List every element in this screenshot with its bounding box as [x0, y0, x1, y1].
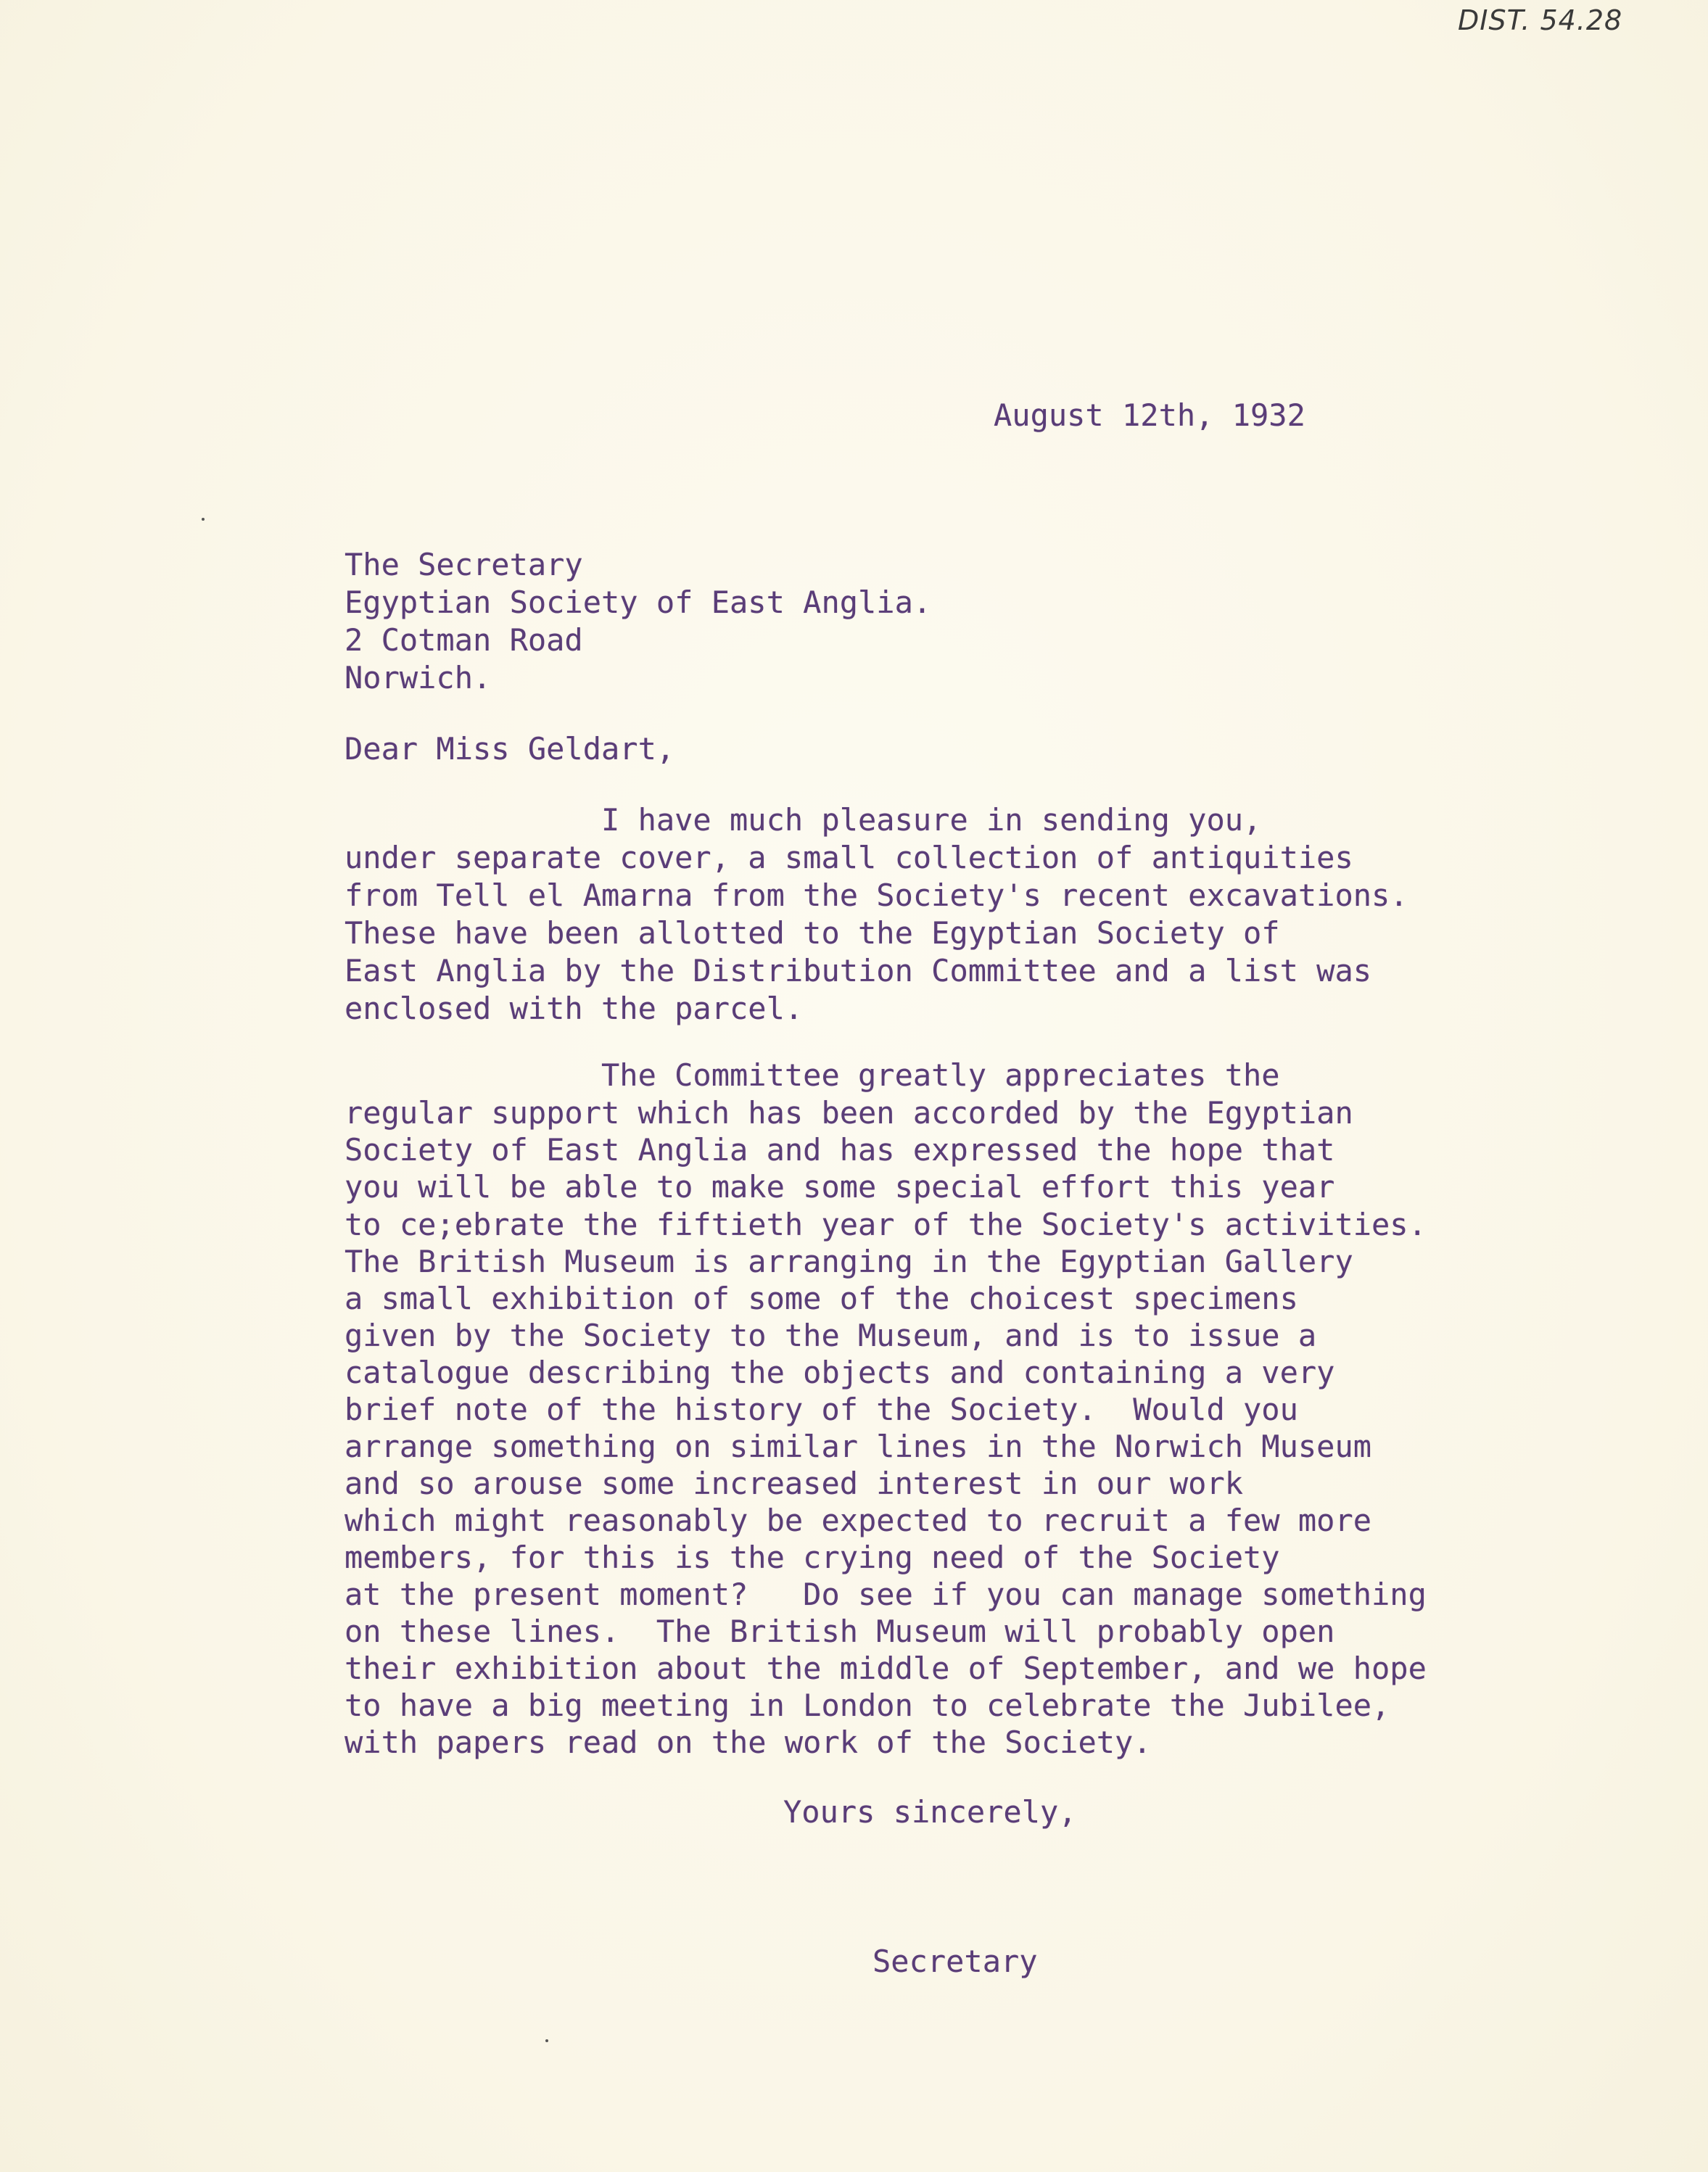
- closing: Yours sincerely,: [783, 1794, 1077, 1830]
- paragraph-1-line: These have been allotted to the Egyptian Society of: [345, 915, 1280, 951]
- paragraph-2-line: brief note of the history of the Society. Would you: [345, 1392, 1298, 1427]
- paragraph-2-line: on these lines. The British Museum will probably open: [345, 1614, 1335, 1649]
- paragraph-1-line: East Anglia by the Distribution Committee and a list was: [345, 953, 1372, 988]
- signature-title: Secretary: [872, 1944, 1038, 1979]
- paragraph-2-line: and so arouse some increased interest in our work: [345, 1466, 1244, 1501]
- paragraph-2-line: The British Museum is arranging in the Egyptian Gallery: [345, 1244, 1353, 1279]
- recipient-line-3: 2 Cotman Road: [345, 622, 583, 658]
- paragraph-1-line: from Tell el Amarna from the Society's recent excavations.: [345, 878, 1408, 913]
- paragraph-2-line: to ce;ebrate the fiftieth year of the Society's activities.: [345, 1207, 1427, 1242]
- paragraph-2-line: regular support which has been accorded by the Egyptian: [345, 1095, 1353, 1131]
- letter-date: August 12th, 1932: [994, 397, 1305, 433]
- paragraph-1-line: under separate cover, a small collection of antiquities: [345, 840, 1353, 875]
- paragraph-2-line: members, for this is the crying need of the Society: [345, 1540, 1280, 1575]
- paragraph-2-line: which might reasonably be expected to recruit a few more: [345, 1503, 1372, 1538]
- paragraph-2-line: given by the Society to the Museum, and is to issue a: [345, 1318, 1317, 1353]
- recipient-line-2: Egyptian Society of East Anglia.: [345, 585, 932, 620]
- paragraph-2-line: catalogue describing the objects and containing a very: [345, 1355, 1335, 1390]
- paragraph-2-line: a small exhibition of some of the choicest specimens: [345, 1281, 1298, 1316]
- archive-reference-note: DIST. 54.28: [1458, 4, 1623, 36]
- paper-speck: [202, 518, 205, 521]
- paragraph-2-line: you will be able to make some special effort this year: [345, 1169, 1335, 1205]
- paragraph-1-line: enclosed with the parcel.: [345, 991, 804, 1026]
- paragraph-1-line: I have much pleasure in sending you,: [345, 802, 1262, 838]
- paragraph-2-line: to have a big meeting in London to celebrate the Jubilee,: [345, 1688, 1390, 1723]
- paragraph-2-line: with papers read on the work of the Society.: [345, 1725, 1152, 1760]
- paragraph-2-line: at the present moment? Do see if you can manage something: [345, 1577, 1427, 1612]
- paragraph-2-line: arrange something on similar lines in the Norwich Museum: [345, 1429, 1372, 1464]
- paper-speck: [545, 2039, 548, 2042]
- paragraph-2-line: their exhibition about the middle of September, and we hope: [345, 1651, 1427, 1686]
- recipient-line-4: Norwich.: [345, 660, 492, 695]
- salutation: Dear Miss Geldart,: [345, 731, 675, 767]
- paragraph-2-line: Society of East Anglia and has expressed the hope that: [345, 1132, 1335, 1168]
- recipient-line-1: The Secretary: [345, 547, 583, 582]
- paragraph-2-line: The Committee greatly appreciates the: [345, 1057, 1280, 1093]
